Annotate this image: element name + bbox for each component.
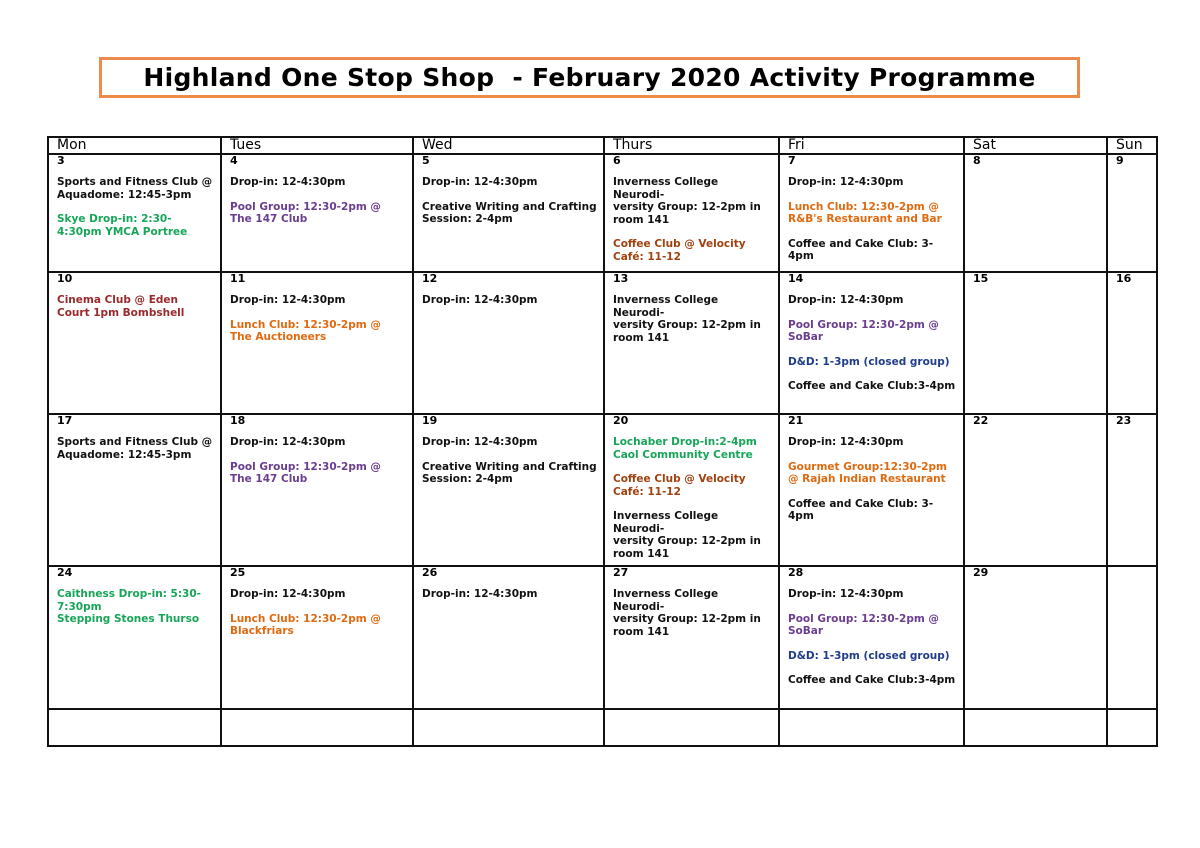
- day-number: 24: [57, 566, 73, 579]
- calendar-table: [47, 136, 1158, 747]
- event-entry: Drop-in: 12-4:30pm: [230, 436, 346, 448]
- event-entry: D&D: 1-3pm (closed group): [788, 355, 950, 368]
- event-entry: Lunch Club: 12:30-2pm @ Blackfriars: [230, 612, 381, 637]
- day-cell: [604, 414, 779, 566]
- event-entry: Lochaber Drop-in:2-4pm Caol Community Centre: [613, 436, 757, 461]
- event-entry: Coffee and Cake Club:3-4pm: [788, 380, 956, 392]
- event-entry: Drop-in: 12-4:30pm: [422, 176, 538, 188]
- event-entry: Drop-in: 12-4:30pm: [788, 294, 904, 306]
- event-entry: Inverness College Neurodi- versity Group: 12-2pm in room 141: [613, 588, 761, 638]
- header-tues: Tues: [221, 137, 413, 154]
- event-entry: Lunch Club: 12:30-2pm @ R&B's Restaurant and Bar: [788, 200, 942, 225]
- day-number: 28: [788, 566, 804, 579]
- header-mon: Mon: [48, 137, 221, 154]
- day-number: 17: [57, 414, 73, 427]
- day-number: 4: [230, 154, 238, 167]
- day-number: 11: [230, 272, 246, 285]
- week-row: [48, 414, 1157, 566]
- event-entry: Drop-in: 12-4:30pm: [422, 294, 538, 306]
- day-cell: [604, 709, 779, 746]
- day-number: 25: [230, 566, 246, 579]
- day-cell: [413, 414, 604, 566]
- event-entry: Drop-in: 12-4:30pm: [422, 588, 538, 600]
- event-entry: Coffee and Cake Club:3-4pm: [788, 674, 956, 686]
- event-entry: Drop-in: 12-4:30pm: [788, 176, 904, 188]
- day-number: 8: [973, 154, 981, 167]
- day-cell: [779, 414, 964, 566]
- week-row: [48, 566, 1157, 709]
- header-wed: Wed: [413, 137, 604, 154]
- day-cell: [48, 154, 221, 272]
- day-cell: [779, 709, 964, 746]
- day-cell: [221, 566, 413, 709]
- day-number: 12: [422, 272, 438, 285]
- event-entry: Pool Group: 12:30-2pm @ SoBar: [788, 612, 939, 637]
- day-number: 21: [788, 414, 804, 427]
- day-cell: [221, 709, 413, 746]
- day-number: 26: [422, 566, 438, 579]
- day-cell: [779, 154, 964, 272]
- event-entry: Gourmet Group:12:30-2pm @ Rajah Indian Restaurant: [788, 460, 947, 485]
- day-cell: [1107, 709, 1157, 746]
- day-number: 9: [1116, 154, 1124, 167]
- day-cell: [964, 414, 1107, 566]
- header-sun: Sun: [1107, 137, 1157, 154]
- day-cell: [48, 272, 221, 414]
- day-cell: [221, 414, 413, 566]
- day-cell: [221, 272, 413, 414]
- day-number: 16: [1116, 272, 1132, 285]
- event-entry: Pool Group: 12:30-2pm @ The 147 Club: [230, 200, 381, 225]
- event-entry: Cinema Club @ Eden Court 1pm Bombshell: [57, 294, 185, 319]
- event-entry: Skye Drop-in: 2:30- 4:30pm YMCA Portree: [57, 213, 188, 238]
- day-cell: [964, 566, 1107, 709]
- day-number: 22: [973, 414, 989, 427]
- day-number: 7: [788, 154, 796, 167]
- event-entry: Coffee Club @ Velocity Café: 11-12: [613, 473, 746, 498]
- calendar-body: [48, 154, 1157, 746]
- day-number: 6: [613, 154, 621, 167]
- day-number: 5: [422, 154, 430, 167]
- header-thurs: Thurs: [604, 137, 779, 154]
- event-entry: Lunch Club: 12:30-2pm @ The Auctioneers: [230, 318, 381, 343]
- header-fri: Fri: [779, 137, 964, 154]
- event-entry: Drop-in: 12-4:30pm: [788, 436, 904, 448]
- header-row: [48, 137, 1157, 154]
- event-entry: D&D: 1-3pm (closed group): [788, 649, 950, 662]
- day-number: 27: [613, 566, 629, 579]
- day-cell: [1107, 272, 1157, 414]
- day-cell: [413, 709, 604, 746]
- page-title: Highland One Stop Shop - February 2020 Activity Programme: [143, 63, 1036, 92]
- day-number: [1116, 567, 1156, 588]
- day-cell: [604, 566, 779, 709]
- day-number: 15: [973, 272, 989, 285]
- day-cell: [413, 154, 604, 272]
- day-cell: [48, 566, 221, 709]
- event-entry: Drop-in: 12-4:30pm: [230, 588, 346, 600]
- day-cell: [48, 709, 221, 746]
- day-cell: [964, 709, 1107, 746]
- event-entry: Sports and Fitness Club @ Aquadome: 12:45-3pm: [57, 176, 213, 201]
- event-entry: Drop-in: 12-4:30pm: [788, 588, 904, 600]
- day-cell: [604, 154, 779, 272]
- day-number: 14: [788, 272, 804, 285]
- week-row: [48, 272, 1157, 414]
- day-cell: [1107, 154, 1157, 272]
- day-cell: [1107, 414, 1157, 566]
- event-entry: Drop-in: 12-4:30pm: [230, 294, 346, 306]
- day-number: 10: [57, 272, 73, 285]
- week-row: [48, 154, 1157, 272]
- event-entry: Coffee and Cake Club: 3-4pm: [788, 237, 934, 262]
- event-entry: Pool Group: 12:30-2pm @ SoBar: [788, 318, 939, 343]
- header-sat: Sat: [964, 137, 1107, 154]
- day-number: 18: [230, 414, 246, 427]
- day-number: 23: [1116, 414, 1132, 427]
- day-cell: [413, 566, 604, 709]
- day-cell: [779, 566, 964, 709]
- event-entry: Creative Writing and Crafting Session: 2-4pm: [422, 460, 597, 485]
- event-entry: Coffee and Cake Club: 3-4pm: [788, 497, 934, 522]
- day-number: 19: [422, 414, 438, 427]
- event-entry: Inverness College Neurodi- versity Group: 12-2pm in room 141: [613, 510, 761, 560]
- day-number: 13: [613, 272, 629, 285]
- week-row: [48, 709, 1157, 746]
- day-number: 29: [973, 566, 989, 579]
- day-cell: [221, 154, 413, 272]
- day-cell: [604, 272, 779, 414]
- day-cell: [48, 414, 221, 566]
- day-cell: [413, 272, 604, 414]
- event-entry: Caithness Drop-in: 5:30- 7:30pm Stepping Stones Thurso: [57, 588, 202, 625]
- event-entry: Inverness College Neurodi- versity Group: 12-2pm in room 141: [613, 294, 761, 344]
- event-entry: Coffee Club @ Velocity Café: 11-12: [613, 238, 746, 263]
- event-entry: Sports and Fitness Club @ Aquadome: 12:45-3pm: [57, 436, 213, 461]
- day-number: 3: [57, 154, 65, 167]
- day-cell: [1107, 566, 1157, 709]
- event-entry: Pool Group: 12:30-2pm @ The 147 Club: [230, 460, 381, 485]
- event-entry: Inverness College Neurodi- versity Group: 12-2pm in room 141: [613, 176, 761, 226]
- day-cell: [964, 272, 1107, 414]
- day-cell: [779, 272, 964, 414]
- day-cell: [964, 154, 1107, 272]
- event-entry: Drop-in: 12-4:30pm: [422, 436, 538, 448]
- event-entry: Drop-in: 12-4:30pm: [230, 176, 346, 188]
- event-entry: Creative Writing and Crafting Session: 2-4pm: [422, 200, 597, 225]
- title-box: [99, 57, 1080, 98]
- day-number: 20: [613, 414, 629, 427]
